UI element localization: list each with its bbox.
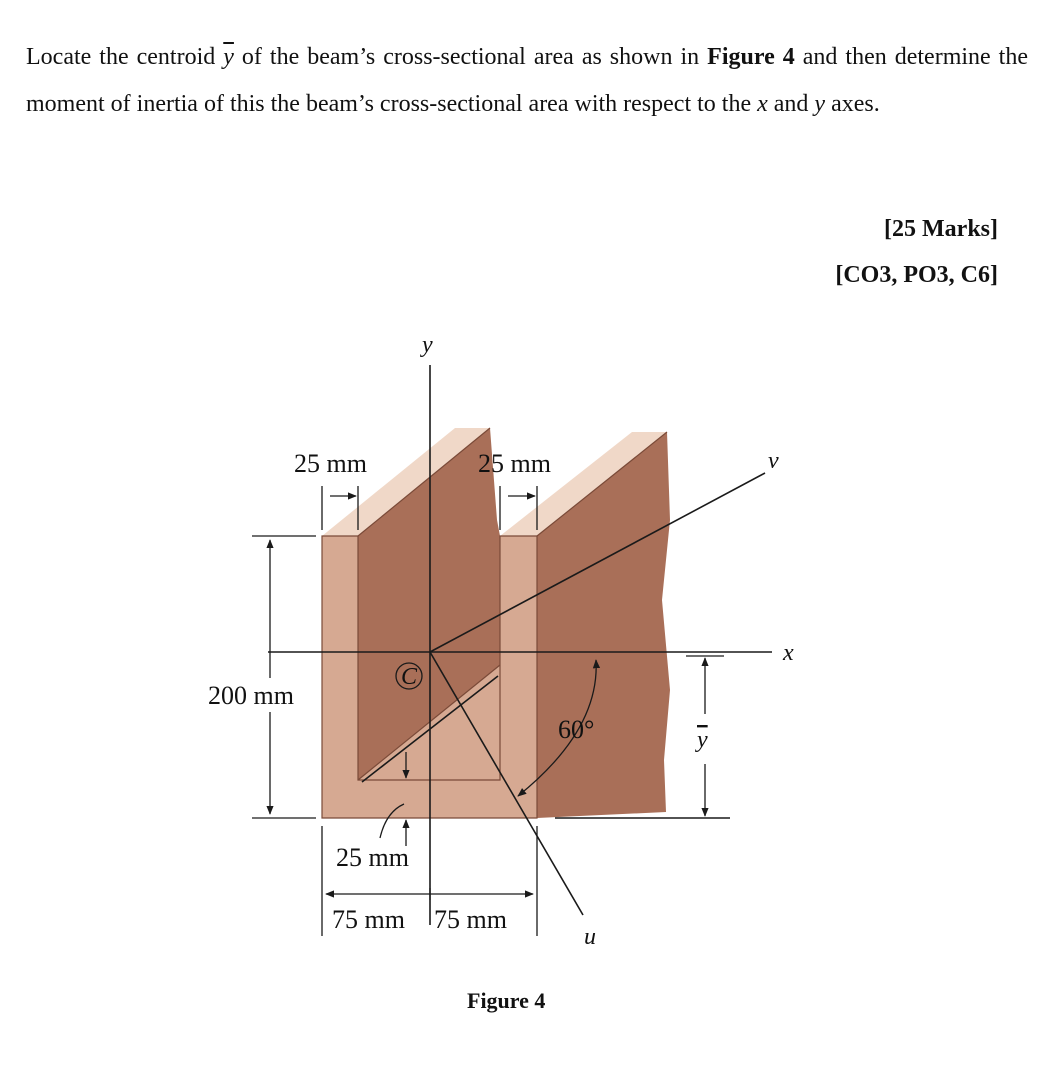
left-flange-label: 25 mm [294, 449, 367, 478]
right-half-width-label: 75 mm [434, 905, 507, 934]
v-axis-label: v [768, 448, 779, 474]
question-text: Locate the centroid $\overline{y}$ of the beam’s cross-sectional area as shown in Figure 4 and then determine the moment of inertia of this the beam’s cross-sectional area with respect to the x and y axes. [26, 44, 1029, 117]
right-flange-label: 25 mm [478, 449, 551, 478]
height-label: 200 mm [208, 681, 294, 710]
figure-reference: Figure 4 [707, 44, 795, 70]
centroid-symbol: $\overline{y}$ [223, 44, 234, 70]
angle-label: 60° [558, 715, 595, 744]
centroid-label: C [401, 664, 418, 690]
u-axis-label: u [584, 924, 596, 950]
y-symbol: y [814, 91, 826, 117]
ybar-label: y [697, 727, 708, 753]
figure-caption: Figure 4 [467, 988, 546, 1013]
outcomes-label: [CO3, PO3, C6] [835, 262, 998, 288]
marks-label: [25 Marks] [884, 216, 998, 242]
y-axis-label: y [422, 332, 433, 358]
channel-beam [322, 428, 670, 818]
web-label: 25 mm [336, 843, 409, 872]
right-flange-side-face [537, 432, 670, 818]
x-symbol: x [757, 91, 768, 117]
left-half-width-label: 75 mm [332, 905, 405, 934]
x-axis-label: x [783, 640, 794, 666]
